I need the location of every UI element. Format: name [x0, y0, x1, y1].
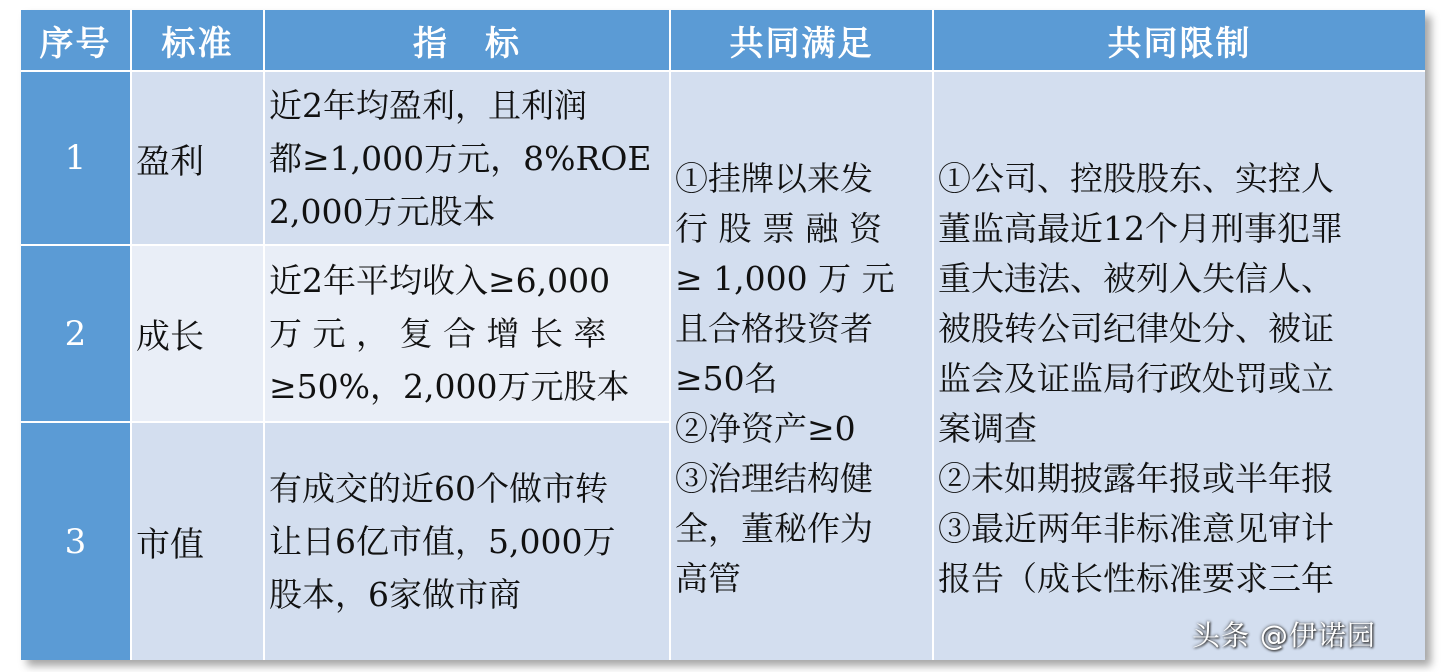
satisfy-line: ②净资产≥0 — [675, 409, 856, 448]
satisfy-line: ≥ 1,000 万 元 — [675, 259, 895, 298]
common-satisfy-cell — [671, 72, 934, 660]
header-standard: 标准 — [132, 10, 265, 72]
restrict-line: ①公司、控股股东、实控人 — [938, 159, 1334, 198]
row-3-no: 3 — [21, 423, 132, 660]
header-common-restrict: 共同限制 — [934, 10, 1425, 72]
header-common-satisfy: 共同满足 — [671, 10, 934, 72]
indicator-line: ≥50%，2,000万元股本 — [269, 367, 630, 406]
row-2-indicator — [265, 246, 671, 423]
indicator-line: 让日6亿市值，5,000万 — [269, 522, 616, 561]
indicator-line: 2,000万元股本 — [269, 191, 496, 231]
restrict-line: 报告（成长性标准要求三年 — [938, 559, 1334, 598]
indicator-line: 有成交的近60个做市转 — [269, 469, 608, 508]
row-3-standard: 市值 — [132, 423, 265, 660]
common-satisfy-text — [671, 154, 934, 604]
table-frame — [21, 10, 1425, 660]
satisfy-line: ①挂牌以来发 — [675, 159, 873, 198]
indicator-line: 都≥1,000万元，8%ROE — [269, 138, 652, 178]
common-restrict-text — [934, 154, 1425, 604]
header-no: 序号 — [21, 10, 132, 72]
restrict-line: 董监高最近12个月刑事犯罪 — [938, 209, 1343, 248]
row-1-no: 1 — [21, 72, 132, 246]
satisfy-line: 且合格投资者 — [675, 309, 873, 348]
satisfy-line: 高管 — [675, 559, 741, 598]
restrict-line: ③最近两年非标准意见审计 — [938, 509, 1334, 548]
common-restrict-cell — [934, 72, 1425, 660]
indicator-line: 股本，6家做市商 — [269, 575, 521, 614]
indicator-line: 万 元 ， 复 合 增 长 率 — [269, 314, 607, 353]
indicator-line: 近2年平均收入≥6,000 — [269, 261, 611, 300]
indicator-line: 近2年均盈利，且利润 — [269, 85, 587, 125]
row-2-standard: 成长 — [132, 246, 265, 423]
row-1-indicator — [265, 72, 671, 246]
restrict-line: 案调查 — [938, 409, 1037, 448]
watermark-text: 头条 @伊诺园 — [1192, 619, 1376, 652]
satisfy-line: ③治理结构健 — [675, 459, 873, 498]
restrict-line: ②未如期披露年报或半年报 — [938, 459, 1334, 498]
row-3-indicator — [265, 423, 671, 660]
satisfy-line: 全，董秘作为 — [675, 509, 873, 548]
restrict-line: 监会及证监局行政处罚或立 — [938, 359, 1334, 398]
header-indicator: 指 标 — [265, 10, 671, 72]
restrict-line: 重大违法、被列入失信人、 — [938, 259, 1334, 298]
restrict-line: 被股转公司纪律处分、被证 — [938, 309, 1334, 348]
row-1-standard: 盈利 — [132, 72, 265, 246]
row-2-no: 2 — [21, 246, 132, 423]
satisfy-line: ≥50名 — [675, 359, 778, 398]
satisfy-line: 行 股 票 融 资 — [675, 209, 882, 248]
